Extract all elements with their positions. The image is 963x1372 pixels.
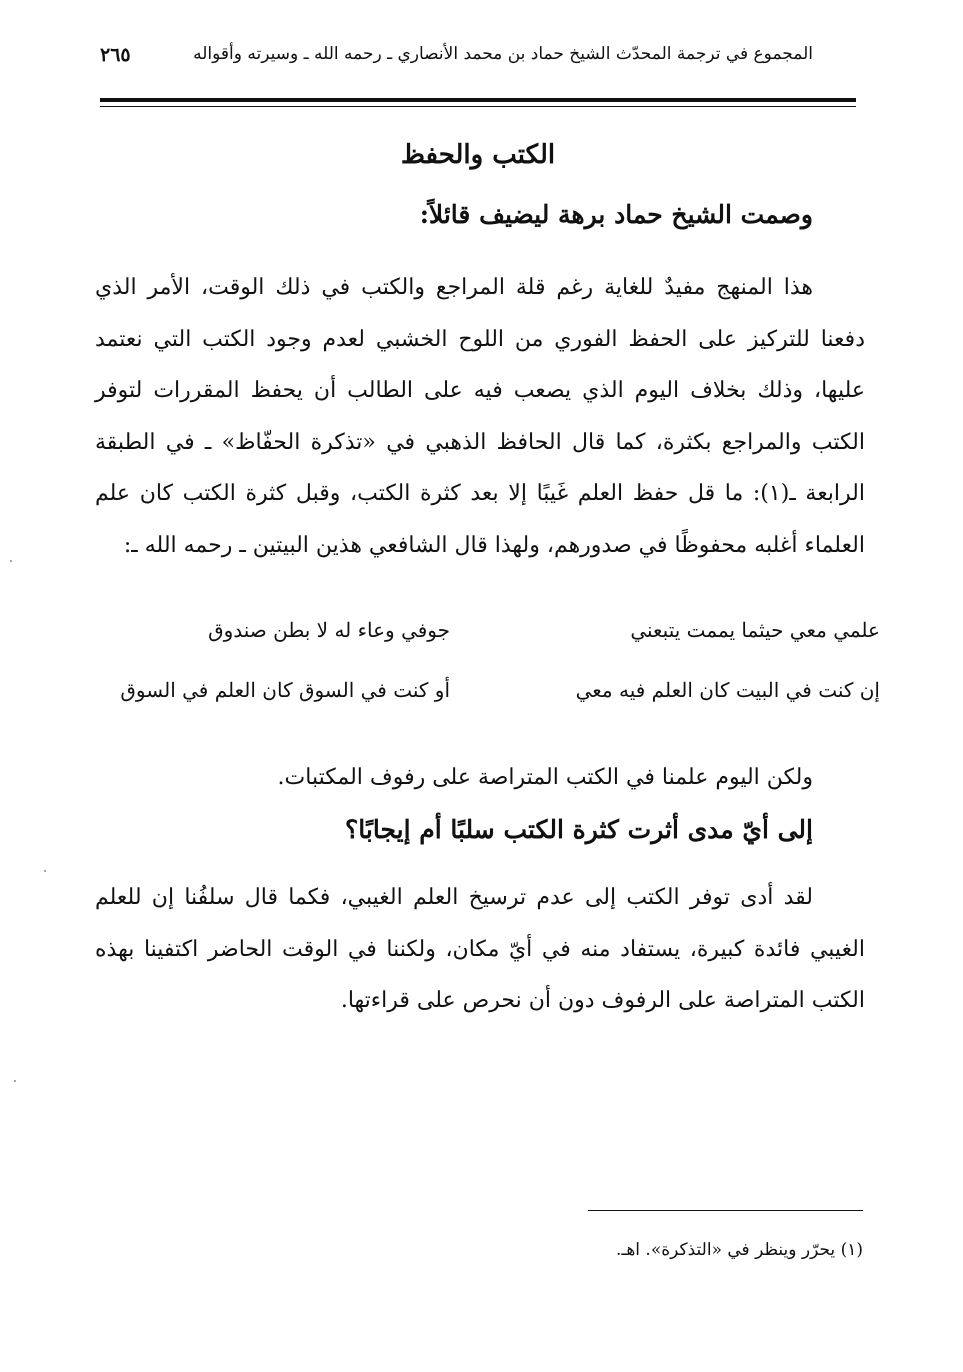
running-title: المجموع في ترجمة المحدّث الشيخ حماد بن محمد الأنصاري ـ رحمه الله ـ وسيرته وأقواله xyxy=(193,44,813,64)
interview-question-2: إلى أيّ مدى أثرت كثرة الكتب سلبًا أم إيجابًا؟ xyxy=(345,815,813,844)
verse-first-hemistich: إن كنت في البيت كان العلم فيه معي xyxy=(575,678,880,702)
paragraph-1-text: هذا المنهج مفيدٌ للغاية رغم قلة المراجع والكتب في ذلك الوقت، الأمر الذي دفعنا للتركيز على الحفظ الفوري من اللوح الخشبي لعدم وجود الكتب التي نعتمد عليها، وذلك بخلاف اليوم الذي يصعب فيه على الطالب أن يحفظ المقررات لتوفر الكتب والمراجع بكثرة، كما قال الحافظ الذهبي في «تذكرة الحفّاظ» ـ في الطبقة الرابعة ـ(١): ما قل حفظ العلم غَيبًا إلا بعد كثرة الكتب، وقبل كثرة الكتب كان علم العلماء أغلبه محفوظًا في صدورهم، ولهذا قال الشافعي هذين البيتين ـ رحمه الله ـ: xyxy=(95,275,865,558)
scan-speck xyxy=(44,870,46,872)
header-rule xyxy=(100,98,856,102)
paragraph-3-text: لقد أدى توفر الكتب إلى عدم ترسيخ العلم الغيبي، فكما قال سلفُنا إن للعلم الغيبي فائدة كبيرة، يستفاد منه في أيّ مكان، ولكننا في الوقت الحاضر اكتفينا بهذه الكتب المتراصة على الرفوف دون أن نحرص على قراءتها. xyxy=(95,885,865,1013)
footnote: (١) يحرّر وينظر في «التذكرة». اهـ. xyxy=(615,1240,863,1260)
header-rule-thin xyxy=(100,106,856,107)
verse-line-2 xyxy=(80,678,880,718)
section-title: الكتب والحفظ xyxy=(400,140,556,170)
scan-speck xyxy=(14,1080,16,1082)
paragraph-3 xyxy=(95,872,865,1027)
interview-question-1: وصمت الشيخ حماد برهة ليضيف قائلاً: xyxy=(419,200,813,229)
verse-second-hemistich: أو كنت في السوق كان العلم في السوق xyxy=(120,678,450,702)
footnote-rule xyxy=(588,1210,863,1211)
scan-speck xyxy=(10,560,12,562)
paragraph-1 xyxy=(95,262,865,571)
verse-first-hemistich: علمي معي حيثما يممت يتبعني xyxy=(630,618,880,642)
paragraph-2-text: ولكن اليوم علمنا في الكتب المتراصة على رفوف المكتبات. xyxy=(277,765,813,790)
paragraph-2 xyxy=(95,752,865,804)
page-number: ٢٦٥ xyxy=(100,44,131,66)
verse-second-hemistich: جوفي وعاء له لا بطن صندوق xyxy=(208,618,450,642)
verse-line-1 xyxy=(80,618,880,658)
